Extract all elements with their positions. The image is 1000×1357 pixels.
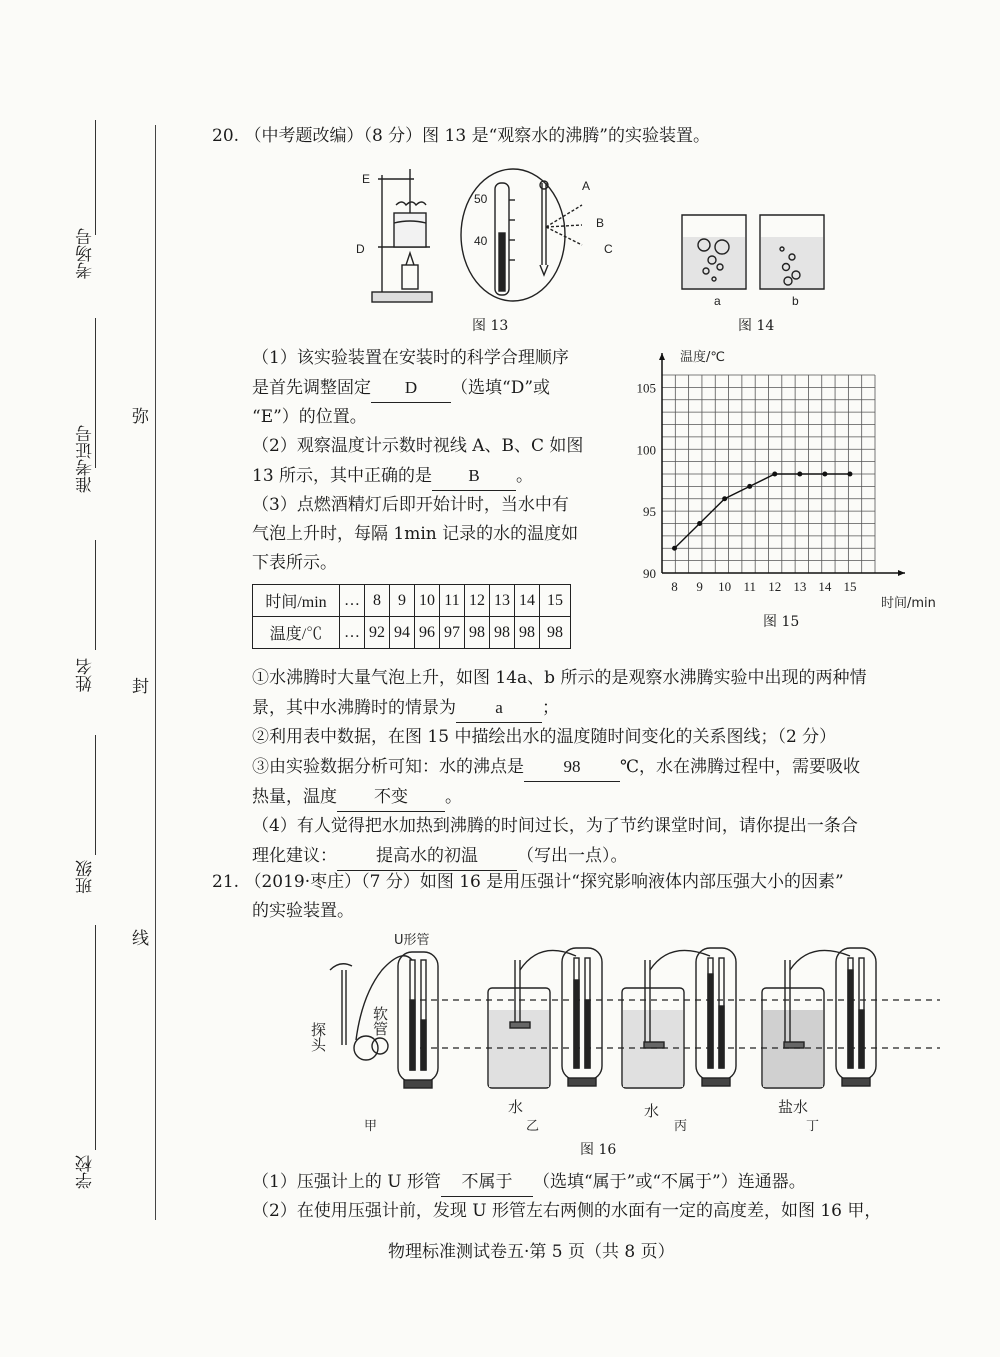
fig16-label-hose: 软管 (371, 1006, 389, 1036)
x-tick-label: 12 (768, 579, 782, 594)
q21-body (252, 1167, 952, 1226)
class-line (95, 735, 96, 855)
seal-char-xian: 线 (132, 929, 149, 949)
exam-no-label: 考场号 (76, 228, 96, 279)
margin-divider-line (155, 125, 156, 1220)
fig13-label-b: B (596, 216, 605, 230)
table-cell: 96 (415, 617, 440, 649)
fig16-label-brine: 盐水 (778, 1098, 809, 1116)
q20-p1-answer: D (371, 373, 451, 403)
fig16-label-yi: 乙 (526, 1119, 540, 1134)
q20-s3-line1 (252, 752, 952, 782)
q20-p4-line1: （4）有人觉得把水加热到沸腾的时间过长，为了节约课堂时间，请你提出一条合 (252, 816, 858, 836)
name-line (95, 540, 96, 650)
x-axis-label: 时间/min (881, 596, 936, 610)
q21-header (212, 868, 962, 926)
q20-p1-line2 (252, 373, 627, 403)
q20-p4-line2 (252, 841, 952, 871)
data-point (797, 472, 802, 477)
q21-p1-text: （1）压强计上的 U 形管 (252, 1172, 441, 1192)
q20-p1-line3: “E”）的位置。 (252, 407, 367, 427)
y-tick-label: 105 (636, 380, 656, 396)
q20-p3-line2: 气泡上升时，每隔 1min 记录的水的温度如 (252, 524, 579, 544)
table-cell: 98 (515, 617, 540, 649)
figure-16 (300, 930, 950, 1135)
q20-s3-answer1: 98 (524, 752, 620, 782)
ticket-no-label: 准考证号 (76, 425, 96, 493)
q20-p2-end: 。 (516, 466, 534, 486)
figure-14 (676, 205, 836, 310)
data-point (697, 521, 702, 526)
q20-p2-line2 (252, 461, 627, 491)
exam-no-line (95, 120, 96, 235)
fig16-label-bing: 丙 (674, 1119, 688, 1134)
q20-p2-text: 13 所示，其中正确的是 (252, 466, 433, 486)
q20-p3-line3: 下表所示。 (252, 553, 337, 573)
x-tick-label: 9 (696, 579, 703, 594)
data-point (722, 496, 727, 501)
fig16-label-jia: 甲 (364, 1119, 378, 1134)
fig16-label-water1: 水 (508, 1098, 524, 1116)
table-cell: 94 (390, 617, 415, 649)
x-tick-label: 14 (818, 579, 832, 594)
table-cell: 15 (540, 585, 571, 617)
y-axis-label: 温度/℃ (680, 350, 725, 365)
q20-p4-end: （写出一点）。 (517, 846, 628, 866)
q20-part1 (252, 344, 627, 578)
table-cell: … (340, 617, 365, 649)
q20-part2 (252, 664, 952, 871)
q21-p1-answer: 不属于 (441, 1167, 533, 1197)
fig16-caption: 图 16 (580, 1142, 617, 1158)
q21-header-line2: 的实验装置。 (252, 901, 354, 921)
y-tick-label: 95 (643, 504, 656, 520)
q21-p2: （2）在使用压强计前，发现 U 形管左右两侧的水面有一定的高度差，如图 16 甲， (252, 1201, 882, 1221)
q20-s1-line1: ①水沸腾时大量气泡上升，如图 14a、b 所示的是观察水沸腾实验中出现的两种情 (252, 668, 867, 688)
seal-char-mi: 弥 (132, 407, 149, 427)
data-point (747, 484, 752, 489)
fig14-caption: 图 14 (738, 318, 775, 334)
fig14-label-b: b (792, 294, 799, 308)
table-cell: 98 (490, 617, 515, 649)
q20-s3-end: 。 (445, 787, 462, 807)
table-cell: 92 (365, 617, 390, 649)
q20-s3-text2: ℃，水在沸腾过程中，需要吸收 (620, 757, 861, 777)
q20-s2: ②利用表中数据，在图 15 中描绘出水的温度随时间变化的关系图线；（2 分） (252, 727, 837, 747)
figure-13 (350, 165, 620, 310)
fig13-label-a: A (582, 179, 591, 193)
table-cell: 12 (465, 585, 490, 617)
school-label: 学校 (76, 1155, 96, 1189)
q21-p1-hint: （选填“属于”或“不属于”）连通器。 (532, 1172, 806, 1192)
figure-15-chart (630, 345, 945, 610)
q21-p1 (252, 1167, 952, 1197)
q20-s1-end: ； (542, 698, 559, 718)
q20-header: 20. （中考题改编）（8 分）图 13 是“观察水的沸腾”的实验装置。 (212, 126, 710, 146)
table-cell: 98 (465, 617, 490, 649)
page-footer: 物理标准测试卷五·第 5 页（共 8 页） (388, 1242, 675, 1262)
school-line (95, 925, 96, 1150)
table-cell: 10 (415, 585, 440, 617)
fig13-label-c: C (604, 242, 613, 256)
fig13-label-e: E (362, 172, 371, 186)
fig14-label-a: a (714, 294, 721, 308)
q20-p2-answer: B (432, 461, 516, 491)
data-point (847, 472, 852, 477)
q20-p1-line1: （1）该实验装置在安装时的科学合理顺序 (252, 348, 569, 368)
seal-char-feng: 封 (132, 677, 149, 697)
table-cell: 11 (440, 585, 465, 617)
q20-p2-line1: （2）观察温度计示数时视线 A、B、C 如图 (252, 436, 584, 456)
x-tick-label: 13 (793, 579, 807, 594)
q20-s1-answer: a (456, 693, 542, 723)
class-label: 班级 (76, 860, 96, 894)
table-row (253, 617, 571, 649)
table-cell: 8 (365, 585, 390, 617)
y-tick-label: 90 (643, 566, 656, 581)
fig13-label-50: 50 (474, 192, 488, 206)
time-temp-table (252, 584, 571, 649)
q20-p4-text: 理化建议： (252, 846, 337, 866)
table-cell: 98 (540, 617, 571, 649)
q20-s3-answer2: 不变 (337, 782, 445, 812)
q20-s3-line2 (252, 782, 952, 812)
data-point (772, 472, 777, 477)
y-axis-arrow (659, 353, 665, 360)
q20-s3-text3: 热量，温度 (252, 787, 337, 807)
fig15-caption: 图 15 (763, 614, 800, 630)
data-point (672, 546, 677, 551)
table-cell: 97 (440, 617, 465, 649)
q20-p3-line1: （3）点燃酒精灯后即开始计时，当水中有 (252, 495, 569, 515)
table-cell: 13 (490, 585, 515, 617)
q20-s1-text: 景，其中水沸腾时的情景为 (252, 698, 456, 718)
fig13-label-40: 40 (474, 234, 488, 248)
q20-p1-hint: （选填“D”或 (451, 378, 551, 398)
x-tick-label: 10 (718, 579, 732, 594)
table-row (253, 585, 571, 617)
x-axis-arrow (898, 570, 905, 576)
fig16-label-ding: 丁 (806, 1119, 820, 1134)
fig16-label-water2: 水 (644, 1102, 660, 1120)
q20-p4-answer: 提高水的初温 (337, 841, 517, 871)
data-point (822, 472, 827, 477)
q20-s1-line2 (252, 693, 952, 723)
q21-header-line1: 21. （2019·枣庄）（7 分）如图 16 是用压强计“探究影响液体内部压强大小的因素” (212, 872, 844, 892)
table-cell: … (340, 585, 365, 617)
x-tick-label: 8 (671, 579, 678, 594)
name-label: 姓名 (76, 658, 96, 692)
fig13-label-d: D (356, 242, 365, 256)
fig16-label-probe: 探头 (309, 1022, 327, 1052)
x-tick-label: 15 (843, 579, 857, 594)
x-tick-label: 11 (743, 579, 756, 594)
table-cell: 14 (515, 585, 540, 617)
table-cell: 9 (390, 585, 415, 617)
fig16-label-utube: U形管 (394, 933, 430, 948)
table-cell: 温度/℃ (253, 617, 340, 649)
y-tick-label: 100 (636, 442, 656, 458)
q20-p1-text: 是首先调整固定 (252, 378, 371, 398)
fig13-caption: 图 13 (472, 318, 509, 334)
table-cell: 时间/min (253, 585, 340, 617)
q20-s3-text: ③由实验数据分析可知：水的沸点是 (252, 757, 524, 777)
